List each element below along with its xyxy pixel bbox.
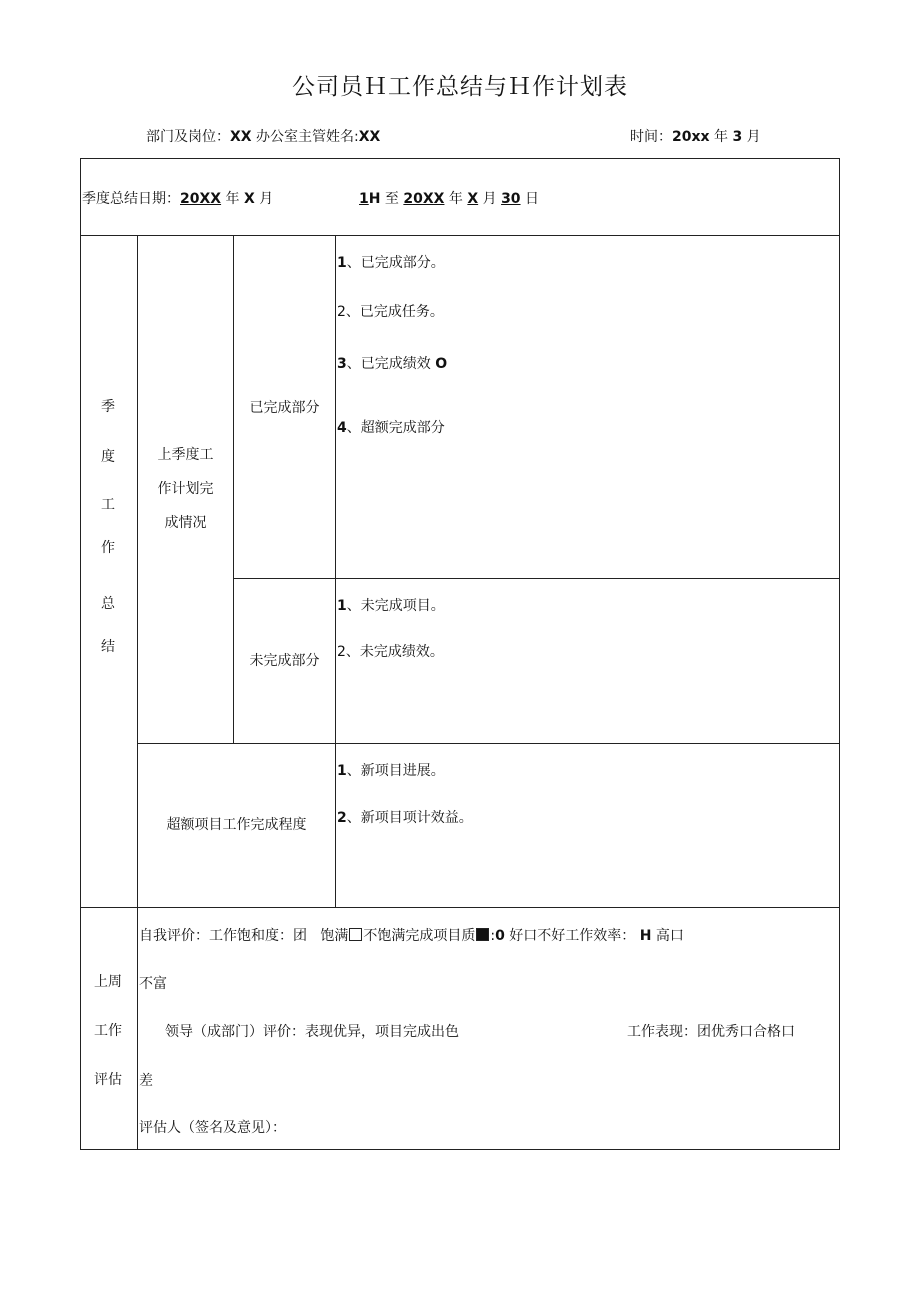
time-month-unit: 月 (746, 129, 761, 145)
side-char: 作 (101, 540, 115, 556)
header-dept-name (146, 126, 380, 146)
time-year: 20xx (672, 129, 710, 145)
dept-rest: 办公室主管姓名: (256, 129, 359, 145)
period-label: 季度总结日期： (82, 191, 180, 207)
rule-uncompleted (137, 743, 840, 744)
period-month-unit: 月 (259, 191, 274, 207)
period-row (82, 188, 273, 208)
summary-table (80, 158, 840, 1150)
side-char: 季 (101, 399, 115, 415)
period-start-day-rest: H (368, 191, 381, 207)
rule-col1 (137, 235, 138, 1150)
extra-item: 2、新项目项计效益。 (337, 810, 473, 826)
dept-value: XX (230, 129, 252, 145)
eval-side-line: 工作 (94, 1023, 122, 1039)
last-quarter-line: 作计划完 (157, 481, 214, 497)
self-evaluation-cont: 不富 (139, 976, 167, 992)
completed-item: 1、已完成部分。 (337, 255, 445, 271)
extra-label: 超额项目工作完成程度 (166, 817, 307, 833)
work-performance-cont: 差 (139, 1073, 153, 1089)
completed-item: 3、已完成绩效 O (337, 356, 448, 372)
page-title: 公司员Ｈ工作总结与Ｈ作计划表 (292, 74, 628, 100)
evaluator-signature: 评估人（签名及意见）： (139, 1120, 286, 1136)
period-to: 至 (384, 191, 399, 207)
checkbox-unchecked (349, 928, 362, 941)
checkbox-filled (476, 928, 489, 941)
rule-period (80, 235, 840, 236)
period-start-month: X (243, 191, 255, 207)
side-char: 总 (101, 596, 115, 612)
period-year-unit: 年 (225, 191, 240, 207)
rule-extra (80, 907, 840, 908)
completed-item: 4、超额完成部分 (337, 420, 445, 436)
dept-label: 部门及岗位： (146, 129, 230, 145)
period-start-day: 1 (359, 191, 369, 207)
period-day-unit: 日 (525, 191, 539, 207)
work-performance: 工作表现：团优秀口合格口 (627, 1024, 795, 1040)
table-border-top (80, 158, 840, 159)
completed-label: 已完成部分 (249, 400, 320, 416)
period-row-end (359, 188, 539, 208)
last-quarter-label (138, 438, 233, 540)
eval-side-line: 上周 (94, 974, 122, 990)
time-year-unit: 年 (714, 129, 728, 145)
time-label: 时间： (630, 129, 672, 145)
self-evaluation: 自我评价：工作饱和度：团 饱满 不饱满完成项目质 :0 好口不好工作效率： H 高口 (139, 928, 684, 944)
rule-completed (233, 578, 840, 579)
last-quarter-line: 上季度工 (157, 447, 214, 463)
extra-item: 1、新项目进展。 (337, 763, 445, 779)
side-char: 度 (101, 449, 115, 465)
uncompleted-label: 未完成部分 (249, 653, 320, 669)
time-month: 3 (732, 129, 743, 145)
period-start-year: 20XX (180, 191, 222, 207)
side-char: 结 (101, 639, 115, 655)
period-month-unit-2: 月 (482, 191, 497, 207)
eval-side-line: 评估 (94, 1072, 122, 1088)
last-quarter-line: 成情况 (164, 515, 207, 531)
uncompleted-item: 1、未完成项目。 (337, 598, 445, 614)
leader-evaluation: 领导（成部门）评价：表现优异，项目完成出色 (165, 1024, 459, 1040)
period-end-month: X (467, 191, 479, 207)
period-end-year: 20XX (403, 191, 445, 207)
uncompleted-item: 2、未完成绩效。 (337, 644, 444, 660)
completed-item: 2、已完成任务。 (337, 304, 444, 320)
header-time (630, 126, 761, 146)
rule-col3 (335, 235, 336, 907)
period-end-day: 30 (501, 191, 521, 207)
period-year-unit-2: 年 (448, 191, 463, 207)
table-border-right (839, 158, 840, 1150)
side-char: 工 (101, 497, 115, 513)
name-value: XX (358, 129, 381, 145)
table-border-bottom (80, 1149, 840, 1150)
